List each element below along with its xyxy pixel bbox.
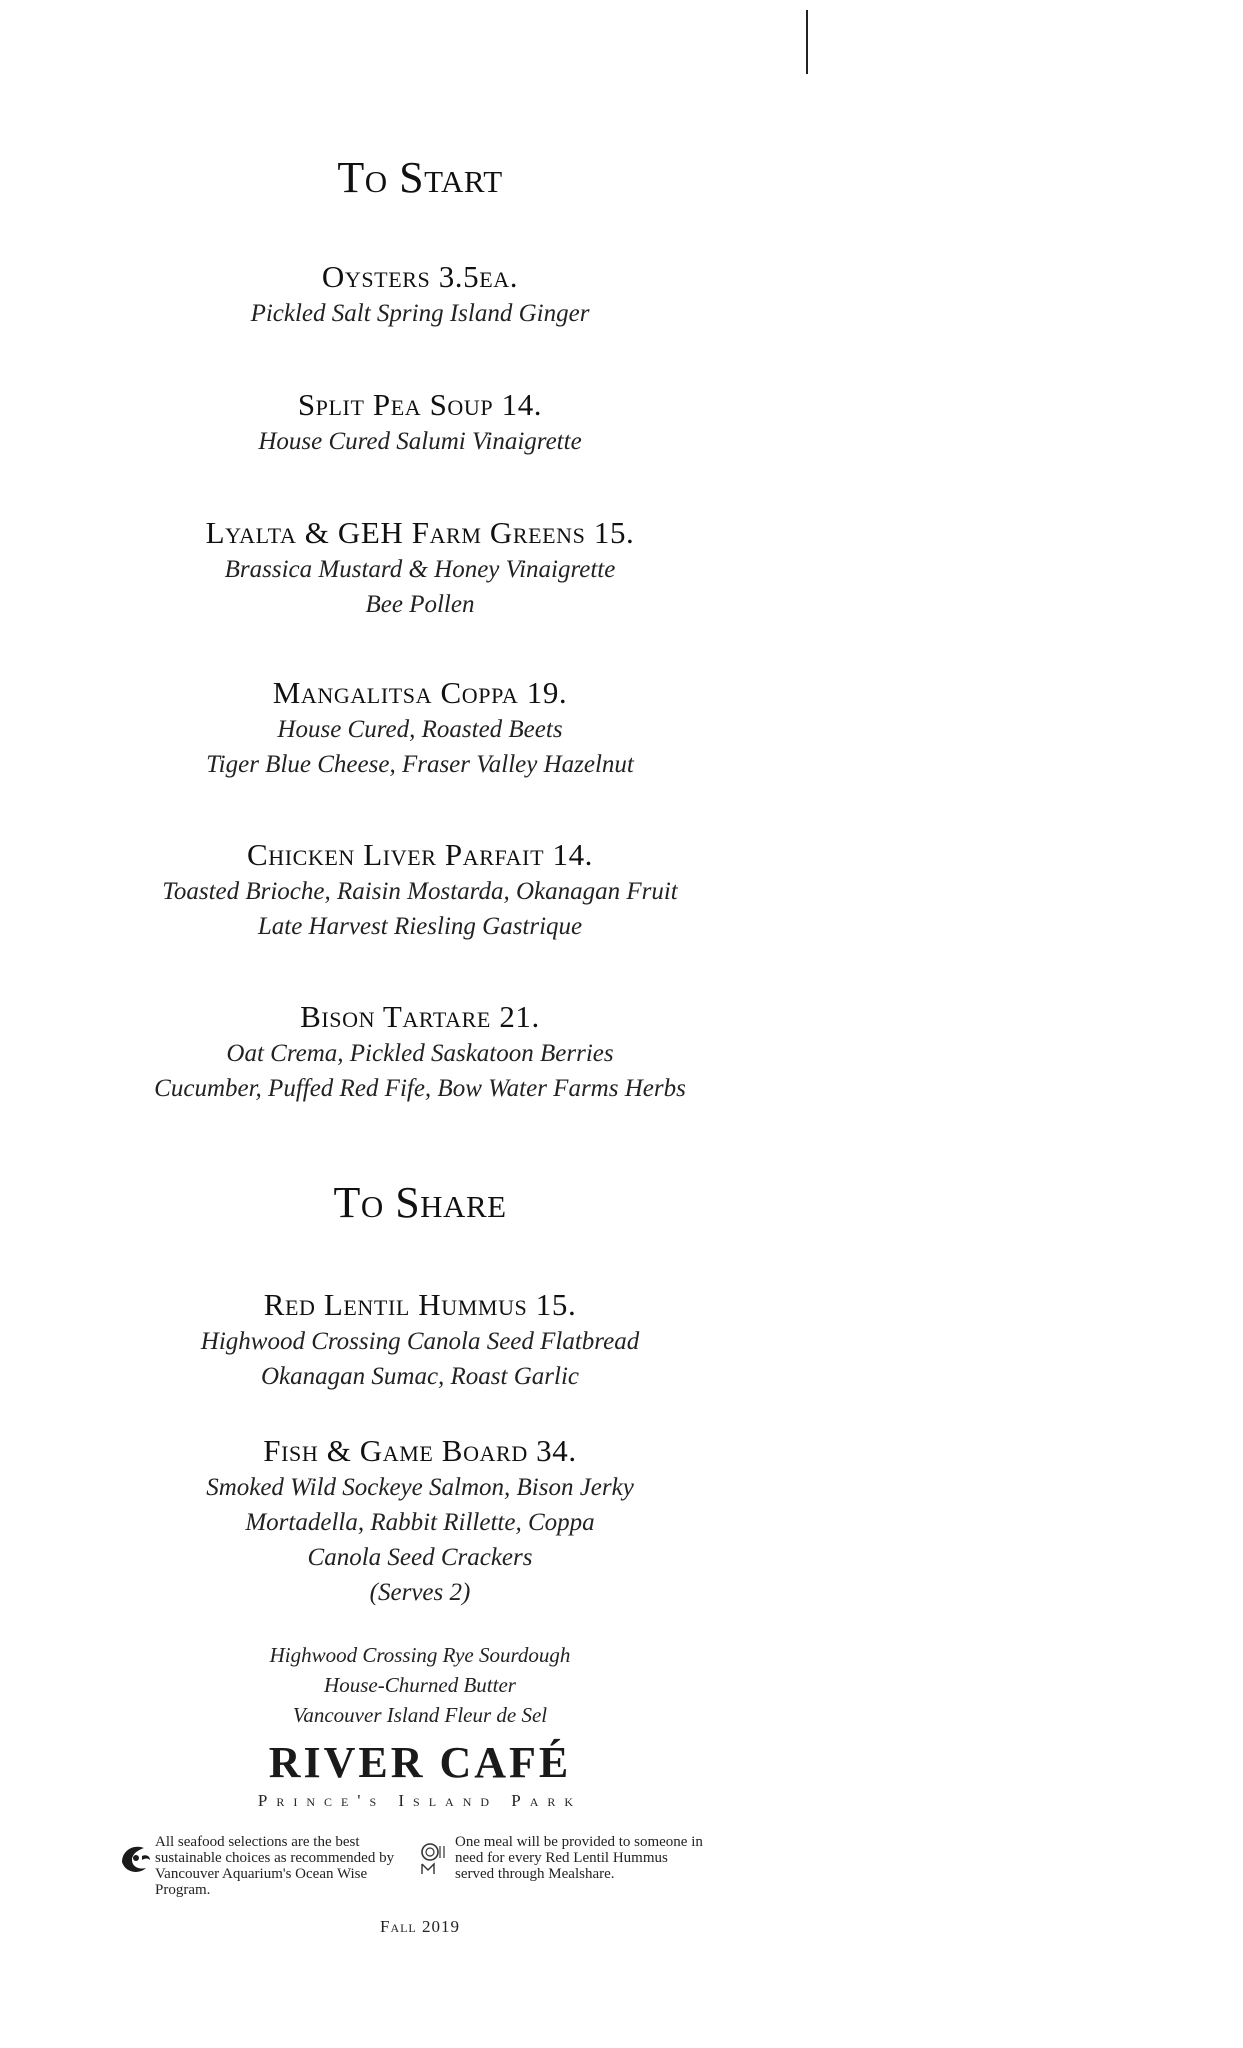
- logo-wordmark: RIVER CAFÉ: [268, 1738, 572, 1787]
- item-name: Oysters 3.5ea.: [321, 259, 519, 294]
- bread-service: [100, 1640, 740, 1730]
- fold-mark: [806, 10, 808, 74]
- menu-item-mangalitsa-coppa: [100, 674, 740, 782]
- item-desc: Brassica Mustard & Honey Vinaigrette: [224, 556, 616, 583]
- item-desc: Oat Crema, Pickled Saskatoon Berries: [226, 1040, 614, 1067]
- menu-item-oysters: [100, 258, 740, 331]
- item-desc: Cucumber, Puffed Red Fife, Bow Water Farms Herbs: [154, 1075, 686, 1102]
- item-name: Lyalta & GEH Farm Greens 15.: [205, 515, 635, 550]
- menu-item-chicken-liver-parfait: [100, 836, 740, 944]
- mealshare-text: One meal will be provided to someone in need for every Red Lentil Hummus served through Mealshare.: [455, 1834, 703, 1882]
- mealshare-logo-icon: [418, 1838, 452, 1878]
- item-desc: Tiger Blue Cheese, Fraser Valley Hazelnut: [206, 751, 634, 778]
- item-desc: House Cured, Roasted Beets: [277, 716, 563, 743]
- ocean-wise-note: [118, 1834, 405, 1898]
- ocean-wise-fish-icon: [118, 1838, 152, 1878]
- menu-item-red-lentil-hummus: [100, 1286, 740, 1394]
- menu-item-farm-greens: [100, 514, 740, 622]
- item-desc: Bee Pollen: [365, 591, 475, 618]
- item-desc: Highwood Crossing Canola Seed Flatbread: [200, 1328, 640, 1355]
- item-name: Chicken Liver Parfait 14.: [246, 837, 594, 872]
- menu-item-fish-game-board: [100, 1432, 740, 1610]
- section-title-to-share: To Share: [333, 1178, 507, 1227]
- item-desc: Smoked Wild Sockeye Salmon, Bison Jerky: [206, 1474, 634, 1501]
- item-desc: (Serves 2): [369, 1579, 471, 1606]
- menu-item-split-pea-soup: [100, 386, 740, 459]
- menu-item-bison-tartare: [100, 998, 740, 1106]
- season-label: Fall 2019: [379, 1917, 461, 1936]
- section-title-to-start: To Start: [337, 153, 503, 202]
- ocean-wise-text: All seafood selections are the best sustainable choices as recommended by Vancouver Aquarium's Ocean Wise Program.: [155, 1834, 395, 1898]
- restaurant-logo: [100, 1740, 740, 1812]
- item-name: Bison Tartare 21.: [300, 999, 540, 1034]
- logo-subtitle: Prince's Island Park: [257, 1791, 583, 1810]
- bread-line: Highwood Crossing Rye Sourdough: [269, 1643, 571, 1667]
- item-desc: Canola Seed Crackers: [307, 1544, 533, 1571]
- item-name: Split Pea Soup 14.: [297, 387, 543, 422]
- item-desc: Toasted Brioche, Raisin Mostarda, Okanagan Fruit: [162, 878, 678, 905]
- item-desc: Late Harvest Riesling Gastrique: [257, 913, 583, 940]
- item-desc: Okanagan Sumac, Roast Garlic: [260, 1363, 580, 1390]
- item-desc: Pickled Salt Spring Island Ginger: [250, 300, 590, 327]
- mealshare-note: [418, 1834, 705, 1882]
- item-desc: House Cured Salumi Vinaigrette: [258, 428, 582, 455]
- item-name: Fish & Game Board 34.: [263, 1433, 577, 1468]
- item-desc: Mortadella, Rabbit Rillette, Coppa: [245, 1509, 595, 1536]
- bread-line: House-Churned Butter: [324, 1673, 516, 1697]
- bread-line: Vancouver Island Fleur de Sel: [292, 1703, 548, 1727]
- item-name: Mangalitsa Coppa 19.: [272, 675, 568, 710]
- item-name: Red Lentil Hummus 15.: [263, 1287, 577, 1322]
